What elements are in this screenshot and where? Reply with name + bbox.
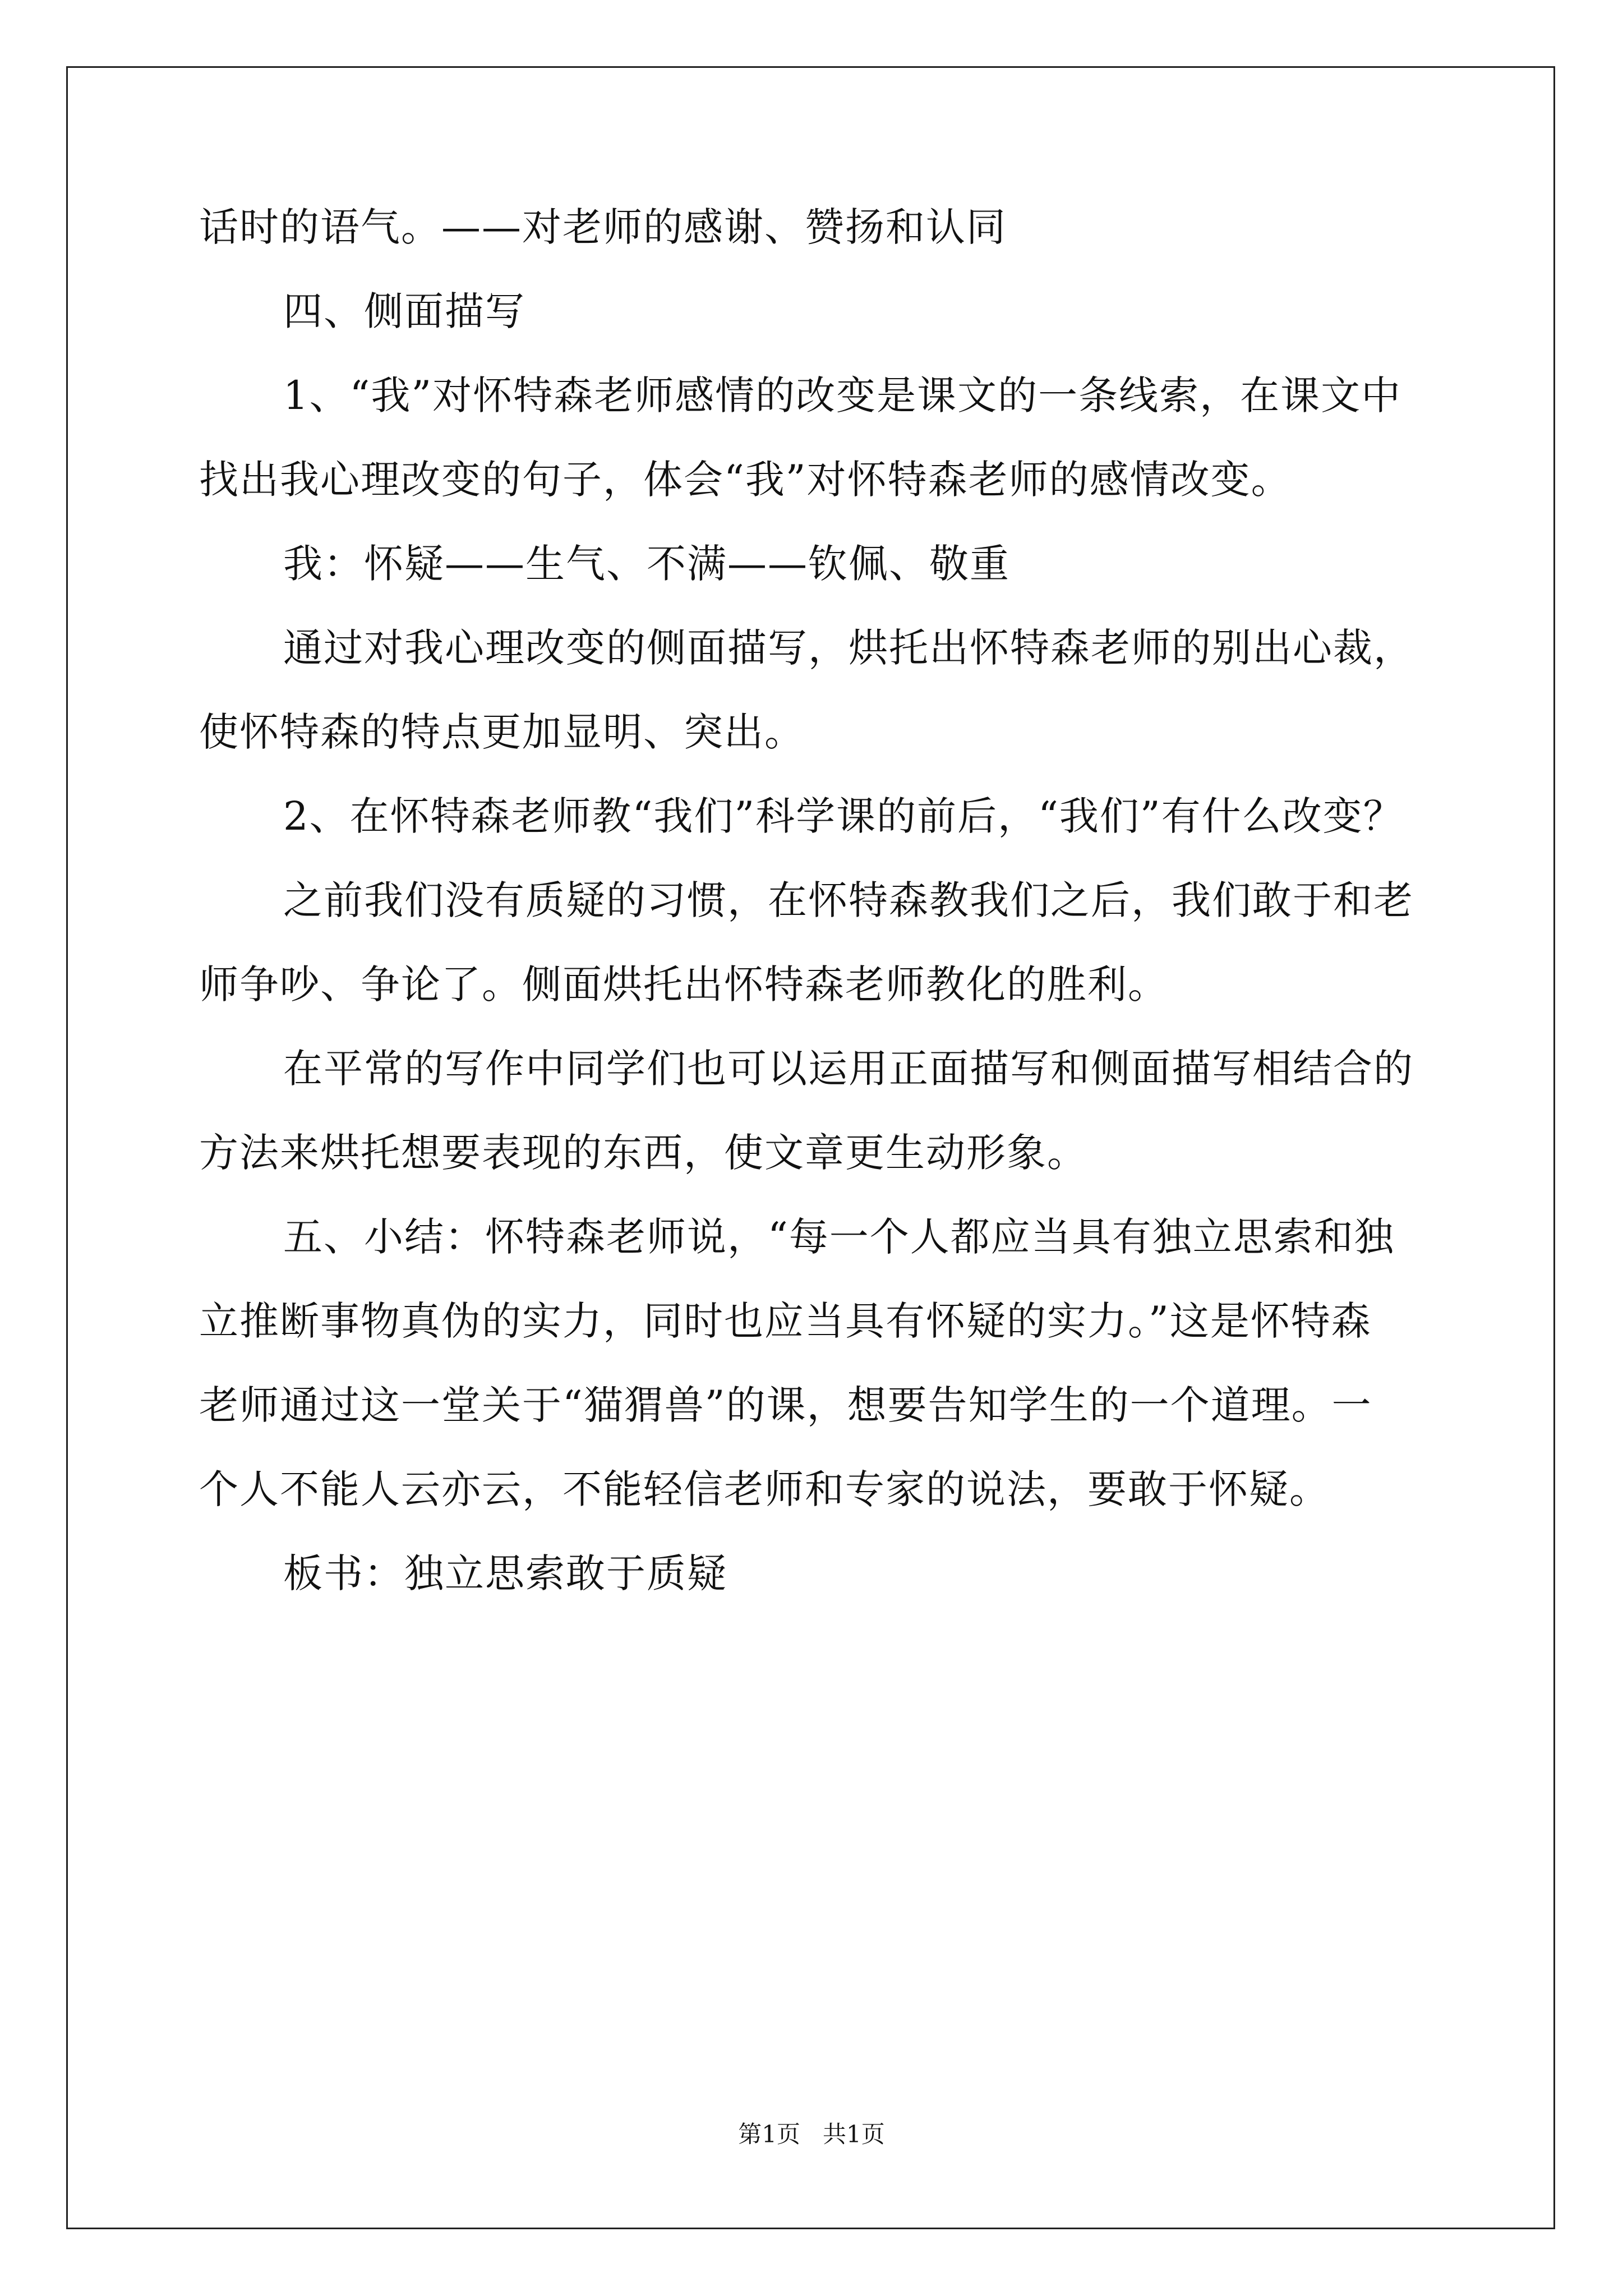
- text-line: 师争吵、争论了。侧面烘托出怀特森老师教化的胜利。: [199, 961, 1168, 1007]
- text-line: 老师通过这一堂关于“猫猬兽”的课，想要告知学生的一个道理。一: [199, 1382, 1372, 1428]
- text-line: 使怀特森的特点更加显明、突出。: [199, 709, 805, 755]
- text-line: 方法来烘托想要表现的东西，使文章更生动形象。: [199, 1130, 1087, 1176]
- text-line: 通过对我心理改变的侧面描写，烘托出怀特森老师的别出心裁，: [283, 625, 1414, 671]
- text-line: 2、在怀特森老师教“我们”科学课的前后，“我们”有什么改变？: [283, 793, 1404, 839]
- section-heading: 四、侧面描写: [283, 288, 525, 334]
- text-line: 我：怀疑——生气、不满——钦佩、敬重: [283, 541, 1010, 587]
- text-line: 立推断事物真伪的实力，同时也应当具有怀疑的实力。”这是怀特森: [199, 1298, 1372, 1344]
- text-line: 1、“我”对怀特森老师感情的改变是课文的一条线索，在课文中: [283, 372, 1402, 418]
- text-line: 板书：独立思索敢于质疑: [283, 1550, 727, 1596]
- text-line: 找出我心理改变的句子，体会“我”对怀特森老师的感情改变。: [199, 457, 1292, 503]
- page-footer: 第1页 共1页: [738, 2120, 885, 2148]
- text-line: 之前我们没有质疑的习惯，在怀特森教我们之后，我们敢于和老: [283, 877, 1414, 923]
- text-line: 在平常的写作中同学们也可以运用正面描写和侧面描写相结合的: [283, 1046, 1414, 1092]
- text-line: 话时的语气。——对老师的感谢、赞扬和认同: [199, 204, 1007, 250]
- text-line: 个人不能人云亦云，不能轻信老师和专家的说法，要敢于怀疑。: [199, 1466, 1330, 1512]
- section-heading: 五、小结：怀特森老师说，“每一个人都应当具有独立思索和独: [283, 1214, 1395, 1260]
